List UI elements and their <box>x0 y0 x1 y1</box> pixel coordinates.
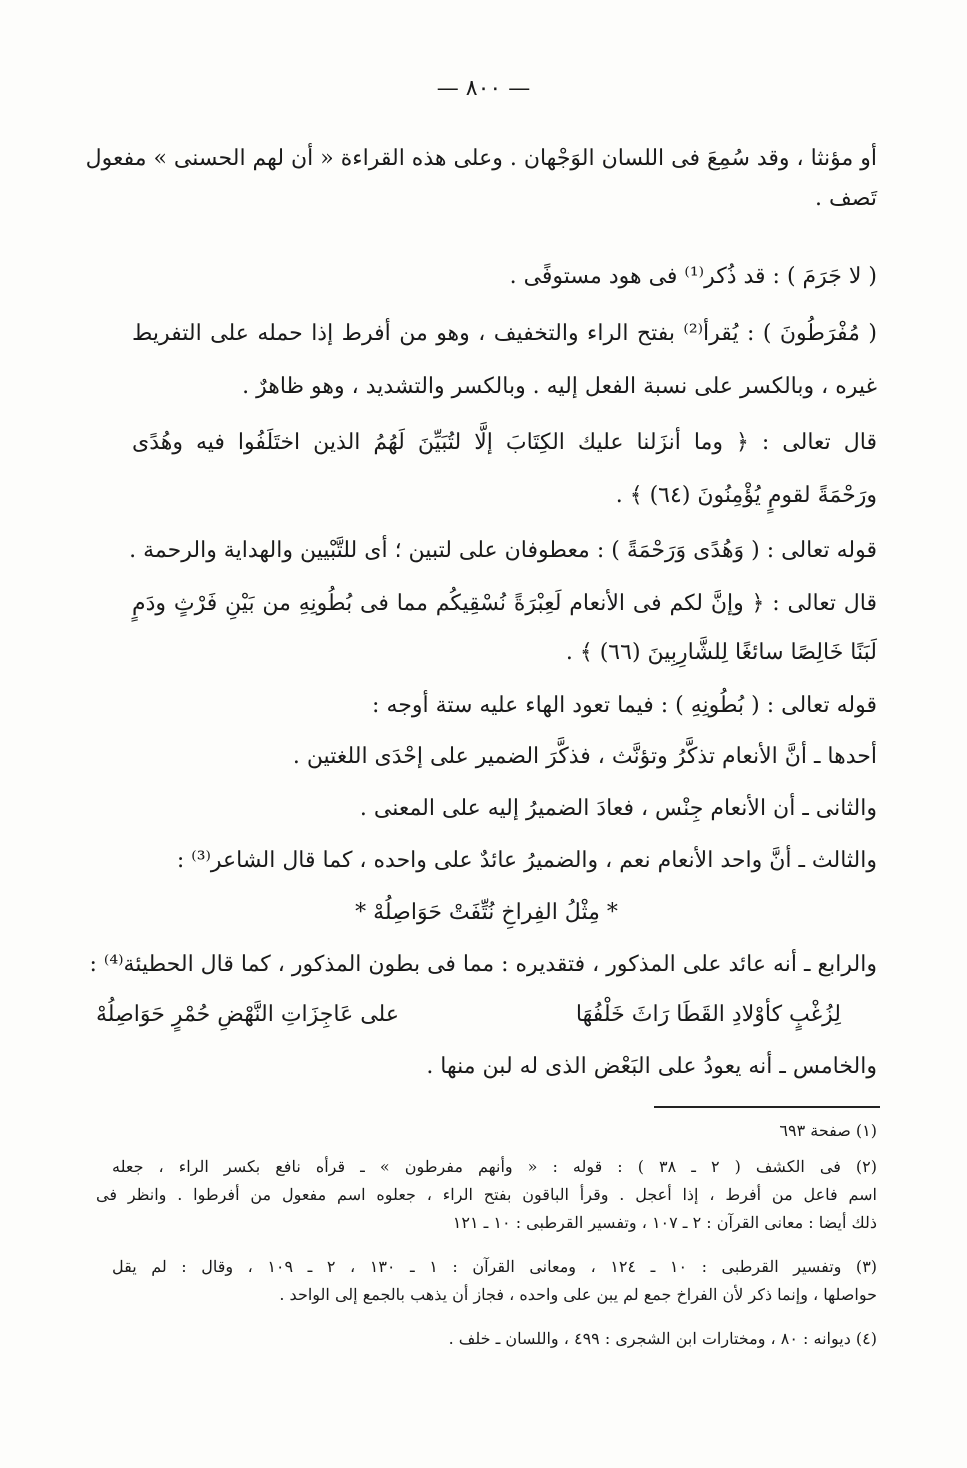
quran-verse-line: قال تعالى : ﴿ وما أنزَلنا عليك الكِتَابَ إلَّا لتُبَيِّنَ لَهُمُ الذين اختَلَفُوا فيه وهُدًى <box>132 430 877 455</box>
text-line: أو مؤنثا ، وقد سُمِعَ فى اللسان الوَجْهان . وعلى هذه القراءة « أن لهم الحسنى » مفعول <box>85 146 877 171</box>
text-line: ( مُفْرَطُونَ ) : يُقرأ⁽²⁾ بفتح الراء والتخفيف ، وهو من أفرط إذا حمله على التفريط <box>132 321 877 346</box>
footnote-1: (١) صفحة ٦٩٣ <box>779 1121 877 1140</box>
footnote-4: (٤) ديوانه : ٨٠ ، ومختارات ابن الشجرى : ٤٩٩ ، واللسان ـ خلف . <box>448 1329 877 1348</box>
verse-second-hemistich: على عَاجِزَاتِ النَّهْضِ حُمْرٍ حَوَاصِلُهْ <box>96 1002 399 1027</box>
text-line: غيره ، وبالكسر على نسبة الفعل إليه . وبالكسر والتشديد ، وهو ظاهرٌ . <box>242 374 877 399</box>
footnote-2-cont: ذلك أيضا : معانى القرآن : ٢ ـ ١٠٧ ، وتفسير القرطبى : ١٠ ـ ١٢١ <box>452 1213 877 1232</box>
text-line: والرابع ـ أنه عائد على المذكور ، فتقديره : مما فى بطون المذكور ، كما قال الحطيئة⁽⁴⁾ : <box>89 952 877 977</box>
footnote-2: (٢) فى الكشف ( ٢ ـ ٣٨ ) : قوله : « وأنهم مفرطون » ـ قرأه نافع بكسر الراء ، جعله <box>112 1157 878 1176</box>
quran-verse-line: ورَحْمَةً لقومٍ يُؤْمِنُونَ (٦٤) ﴾ . <box>615 483 877 508</box>
text-line: تَصف . <box>815 186 877 211</box>
text-line: أحدها ـ أنَّ الأنعام تذكَّرُ وتؤنَّث ، فذكَّرَ الضمير على إحْدَى اللغتين . <box>292 744 877 769</box>
quran-verse-line: قال تعالى : ﴿ وإنَّ لكم فى الأنعام لَعِبْرَةً نُسْقِيكُم مما فى بُطُونِهِ من بَيْنِ فَرْثٍ ودَمٍ <box>132 591 877 616</box>
verse-first-hemistich: لِزُغْبٍ كأوْلادِ القَطَا رَاثَ خَلْفُهَا <box>575 1002 841 1027</box>
text-line: قوله تعالى : ( وَهُدًى وَرَحْمَةً ) : معطوفان على لتبين ؛ أى للتَّبْيين والهداية والرحمة . <box>129 538 877 563</box>
text-line: ( لا جَرَمَ ) : قد ذُكر⁽¹⁾ فى هود مستوفًى . <box>509 264 877 289</box>
footnote-2-cont: اسم فاعل من أفرط ، إذا أعجل . وقرأ الباقون بفتح الراء ، جعلوه اسم مفعول من أفرطوا . وانظر فى <box>96 1185 877 1204</box>
text-line: والخامس ـ أنه يعودُ على البَعْض الذى له لبن منها . <box>426 1054 877 1079</box>
page-number: — ٨٠٠ — <box>436 76 531 101</box>
footnote-3-cont: حواصلها ، وإنما ذكر لأن الفراخ جمع لم يبن على واحده ، فجاز أن يذهب بالجمع إلى الواحد . <box>279 1285 877 1304</box>
footnote-separator <box>654 1106 880 1108</box>
poetry-line: * مِثْلُ الفِراخِ نُتِّفَتْ حَوَاصِلُهْ * <box>355 900 618 925</box>
footnote-3: (٣) وتفسير القرطبى : ١٠ ـ ١٢٤ ، ومعانى القرآن : ١ ـ ١٣٠ ، ٢ ـ ١٠٩ ، وقال : لم يقل <box>112 1257 878 1276</box>
quran-verse-line: لَبَنًا خَالِصًا سائغًا لِلشَّارِبِينَ (٦٦) ﴾ . <box>565 640 877 665</box>
text-line: والثالث ـ أنَّ واحد الأنعام نعم ، والضميرُ عائدٌ على واحده ، كما قال الشاعر⁽³⁾ : <box>176 848 877 873</box>
text-line: والثانى ـ أن الأنعام جِنْس ، فعادَ الضميرُ إليه على المعنى . <box>359 796 877 821</box>
text-line: قوله تعالى : ( بُطُونِهِ ) : فيما تعود الهاء عليه ستة أوجه : <box>372 693 877 718</box>
